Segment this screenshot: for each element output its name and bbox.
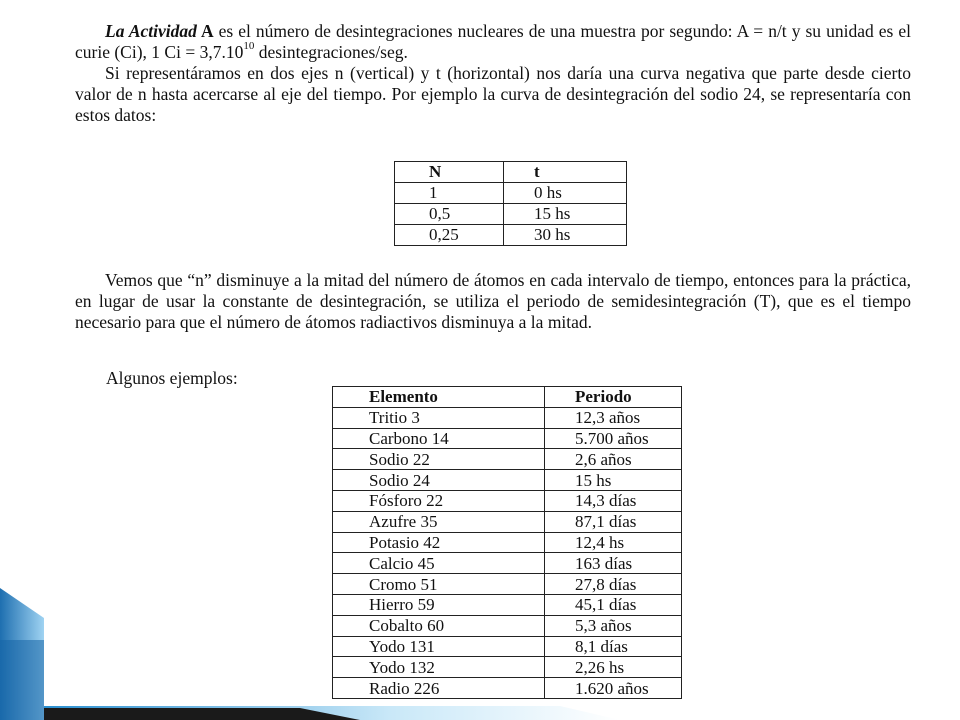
decay-table xyxy=(394,161,627,246)
element-cell: Yodo 132 xyxy=(333,657,545,678)
activity-title: La Actividad xyxy=(105,21,197,41)
element-cell: Tritio 3 xyxy=(333,407,545,428)
element-cell: Carbono 14 xyxy=(333,428,545,449)
table-row xyxy=(333,657,682,678)
table-row xyxy=(333,470,682,491)
element-cell: Sodio 24 xyxy=(333,470,545,491)
table-row xyxy=(395,183,627,204)
examples-label: Algunos ejemplos: xyxy=(106,368,238,388)
table-row xyxy=(395,204,627,225)
period-cell: 1.620 años xyxy=(545,678,682,699)
table-row xyxy=(333,553,682,574)
activity-unit: desintegraciones/seg. xyxy=(254,42,408,62)
table-row xyxy=(333,532,682,553)
exponent: 10 xyxy=(243,40,255,53)
table-row xyxy=(333,407,682,428)
table-row xyxy=(333,615,682,636)
table-row xyxy=(333,428,682,449)
decay-cell-t: 0 hs xyxy=(504,183,627,204)
period-cell: 14,3 días xyxy=(545,490,682,511)
table-row xyxy=(333,594,682,615)
header-elemento: Elemento xyxy=(333,387,545,408)
element-cell: Azufre 35 xyxy=(333,511,545,532)
decay-cell-t: 30 hs xyxy=(504,225,627,246)
decay-header-n: N xyxy=(395,162,504,183)
period-cell: 12,4 hs xyxy=(545,532,682,553)
corner-band-dark xyxy=(44,708,360,720)
period-cell: 2,6 años xyxy=(545,449,682,470)
half-life-table-header xyxy=(333,387,682,408)
decay-cell-n: 1 xyxy=(395,183,504,204)
table-row xyxy=(333,636,682,657)
intro-paragraph xyxy=(75,21,911,126)
corner-wedge-light xyxy=(0,588,44,720)
element-cell: Sodio 22 xyxy=(333,449,545,470)
period-cell: 2,26 hs xyxy=(545,657,682,678)
element-cell: Yodo 131 xyxy=(333,636,545,657)
decay-table-header xyxy=(395,162,627,183)
table-row xyxy=(333,449,682,470)
decay-cell-n: 0,25 xyxy=(395,225,504,246)
half-life-table xyxy=(332,386,682,699)
corner-edge-strip xyxy=(0,640,44,720)
element-cell: Hierro 59 xyxy=(333,594,545,615)
element-cell: Potasio 42 xyxy=(333,532,545,553)
table-row xyxy=(333,574,682,595)
period-cell: 5.700 años xyxy=(545,428,682,449)
element-cell: Cromo 51 xyxy=(333,574,545,595)
activity-definition: es el número de desintegraciones nucleares de una muestra por segundo: A = n/t y su unidad es el curie (Ci), 1 Ci = 3,7.10 xyxy=(75,21,911,62)
decay-cell-t: 15 hs xyxy=(504,204,627,225)
period-cell: 12,3 años xyxy=(545,407,682,428)
element-cell: Calcio 45 xyxy=(333,553,545,574)
corner-band-bottom xyxy=(44,706,620,720)
table-row xyxy=(333,511,682,532)
period-cell: 27,8 días xyxy=(545,574,682,595)
table-row xyxy=(333,678,682,699)
element-cell: Radio 226 xyxy=(333,678,545,699)
period-cell: 45,1 días xyxy=(545,594,682,615)
period-cell: 8,1 días xyxy=(545,636,682,657)
element-cell: Cobalto 60 xyxy=(333,615,545,636)
half-life-paragraph: Vemos que “n” disminuye a la mitad del número de átomos en cada intervalo de tiempo, entonces para la práctica, en lugar de usar la constante de desintegración, se utiliza el periodo de semidesintegración (T), que es el tiempo necesario para que el número de átomos radiactivos disminuya a la mitad. xyxy=(75,270,911,332)
decay-header-t: t xyxy=(504,162,627,183)
period-cell: 5,3 años xyxy=(545,615,682,636)
table-row xyxy=(333,490,682,511)
period-cell: 15 hs xyxy=(545,470,682,491)
table-row xyxy=(395,225,627,246)
header-periodo: Periodo xyxy=(545,387,682,408)
period-cell: 87,1 días xyxy=(545,511,682,532)
decay-cell-n: 0,5 xyxy=(395,204,504,225)
axes-paragraph: Si representáramos en dos ejes n (vertical) y t (horizontal) nos daría una curva negativa que parte desde cierto valor de n hasta acercarse al eje del tiempo. Por ejemplo la curva de desintegración del sodio 24, se representaría con estos datos: xyxy=(75,63,911,125)
activity-symbol: A xyxy=(196,21,214,41)
period-cell: 163 días xyxy=(545,553,682,574)
element-cell: Fósforo 22 xyxy=(333,490,545,511)
